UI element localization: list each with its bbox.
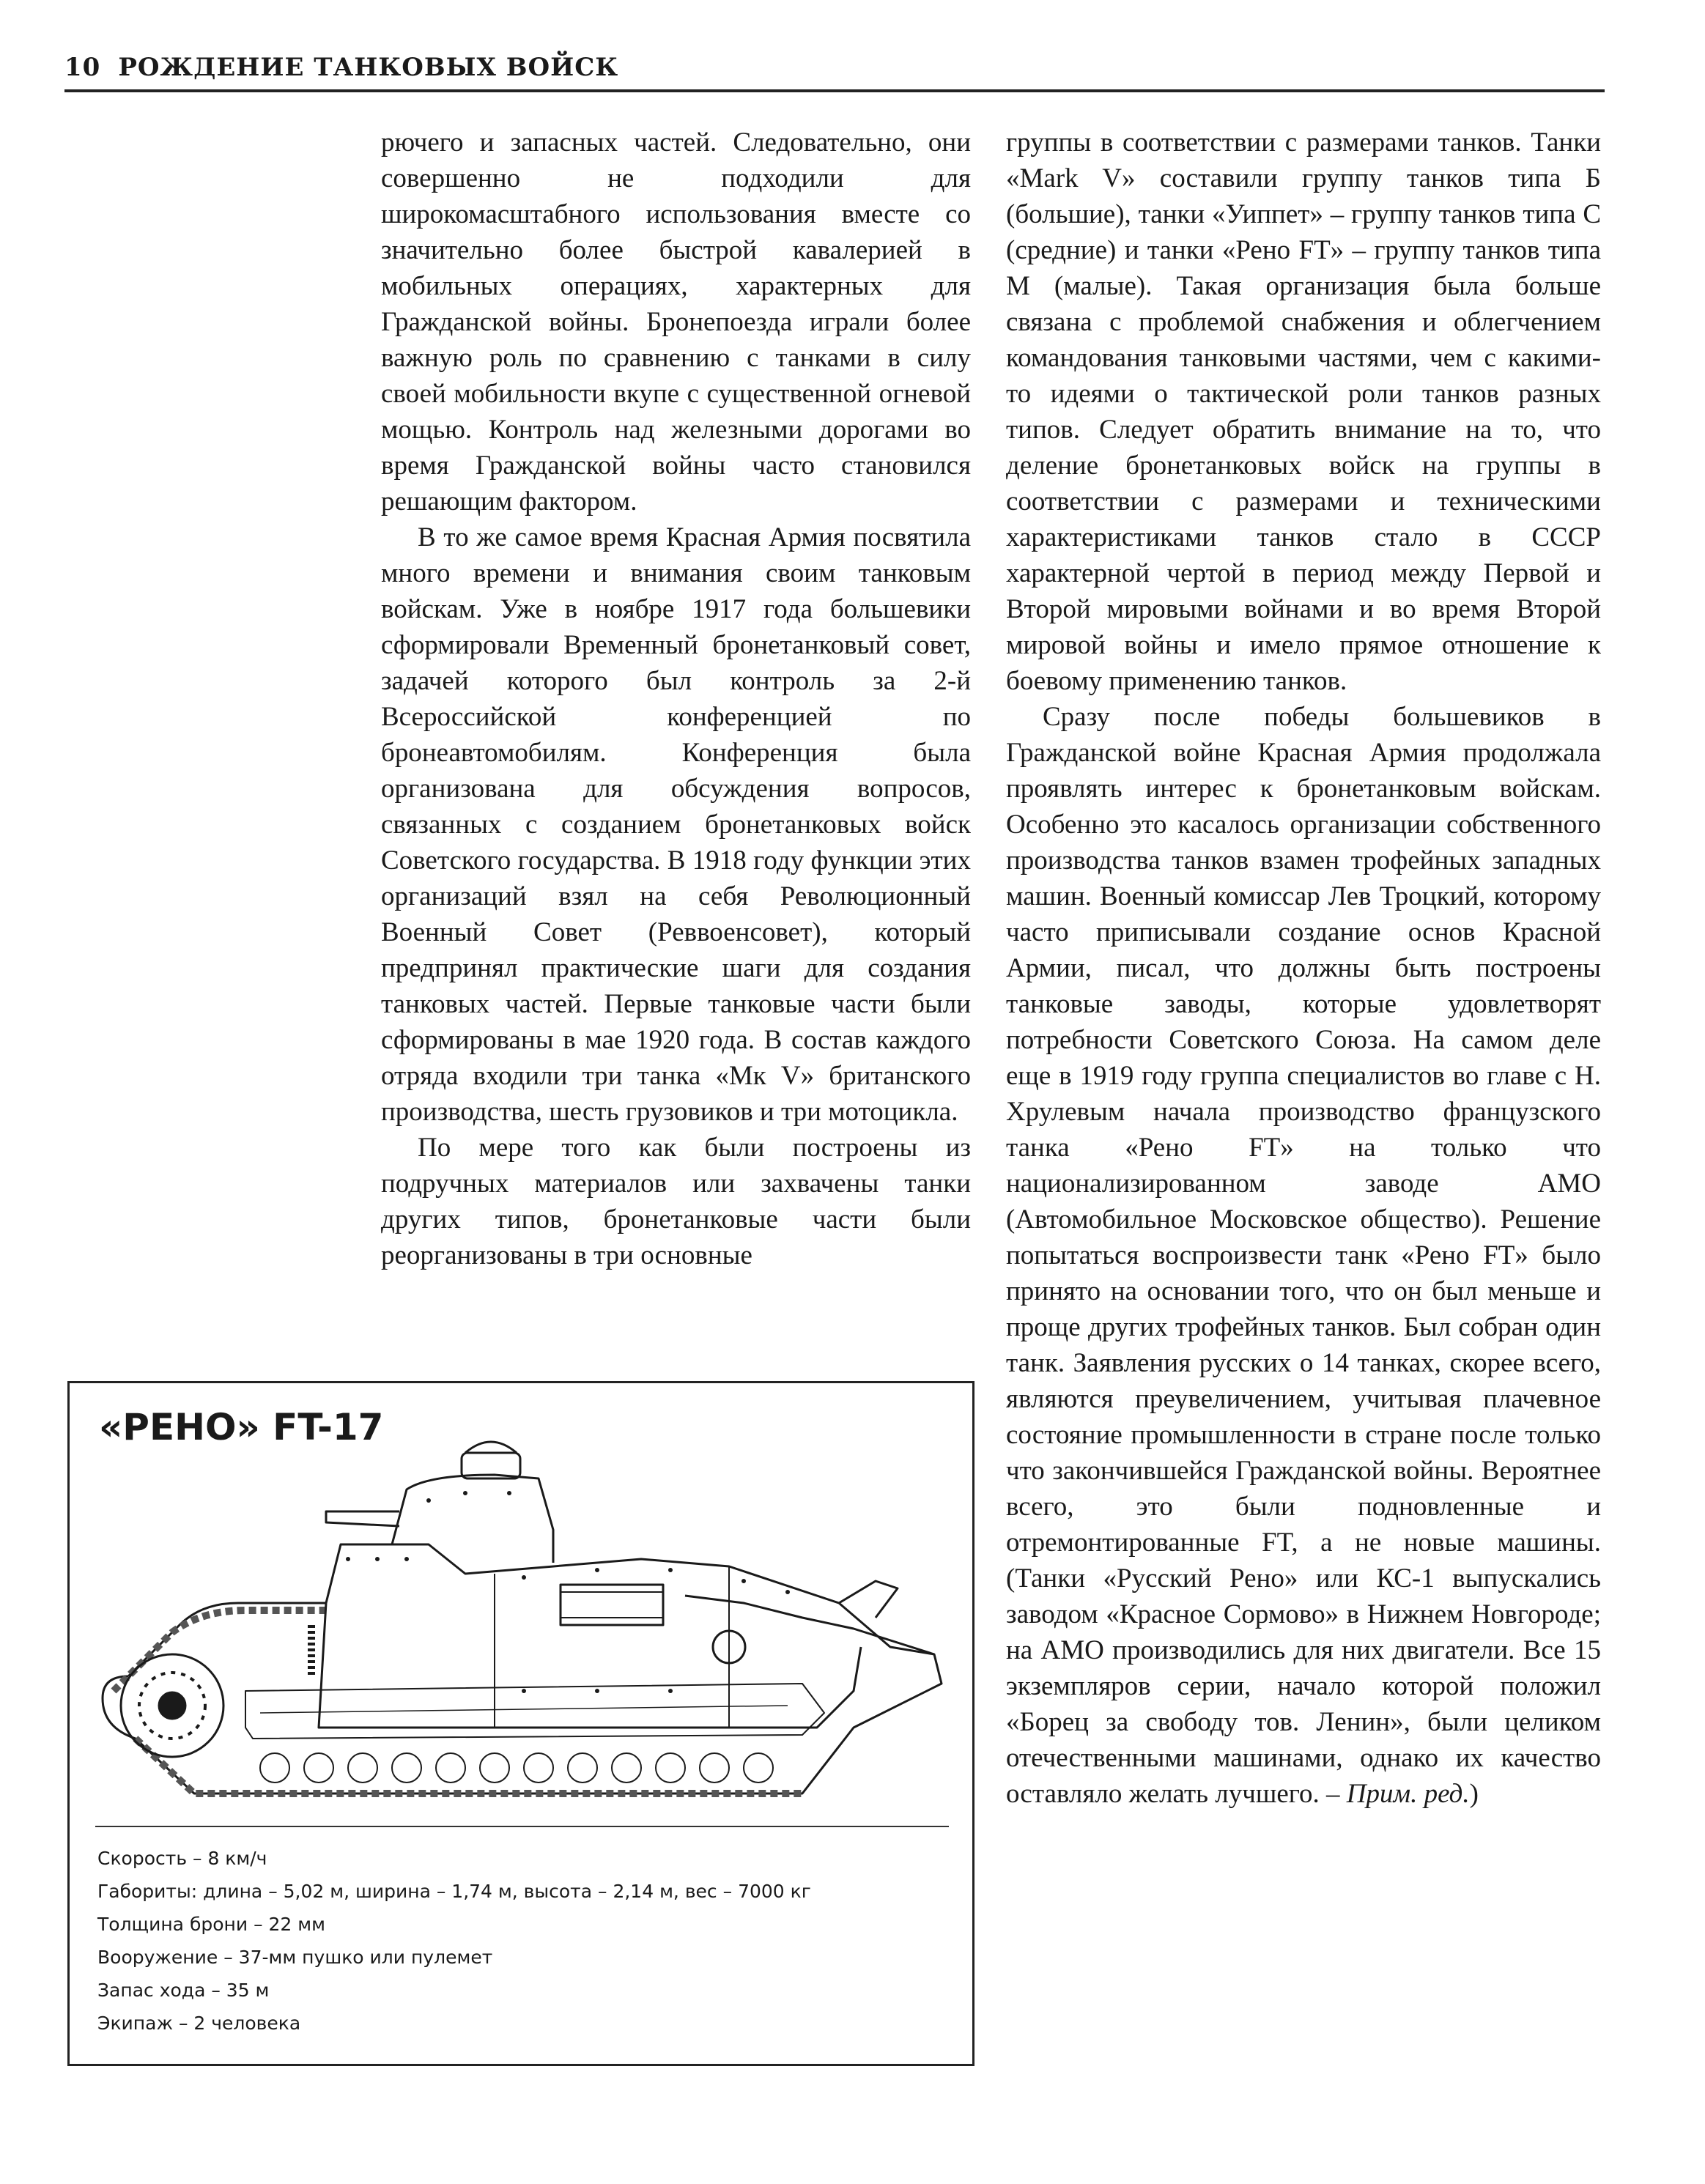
- paragraph: группы в соответствии с размерами танков. Танки «Mark V» составили группу танков типа Б (большие), танки «Уиппет» – группу танков типа С (средние) и танки «Рено FT» – группу танков типа М (малые). Такая организация была больше связана с проблемой снабжения и облегчением командования танковыми частями, чем с какими-то идеями о тактической роли танков разных типов. Следует обратить внимание на то, что деление бронетанковых войск на группы в соответствии с размерами и техническими характеристиками танков стало в СССР характерной чертой в период между Первой и Второй мировыми войнами и во время Второй мировой войны и имело прямое отношение к боевому применению танков.: [1006, 127, 1601, 696]
- paragraph: В то же самое время Красная Армия посвятила много времени и внимания своим танковым войскам. Уже в ноябре 1917 года большевики сформировали Временный бронетанковый совет, задачей которого был контроль за 2-й Всероссийской конференцией по бронеавтомобилям. Конференция была организована для обсуждения вопросов, связанных с созданием бронетанковых войск Советского государства. В 1918 году функции этих организаций взял на себя Революционный Военный Совет (Реввоенсовет), который предпринял практические шаги для создания танковых частей. Первые танковые части были сформированы в мае 1920 года. В состав каждого отряда входили три танка «Мк V» британского производства, шесть грузовиков и три мотоцикла.: [381, 522, 971, 1127]
- editor-note: Прим. ред.: [1346, 1779, 1470, 1809]
- spec-box-title: «РЕНО» FT-17: [99, 1406, 384, 1448]
- spec-armament: Вооружение – 37-мм пушко или пулемет: [97, 1947, 493, 1968]
- paragraph: [1006, 699, 1601, 1812]
- closing-paren: ): [1469, 1779, 1479, 1809]
- paragraph: рючего и запасных частей. Следовательно, они совершенно не подходили для широкомасштабного использования вместе со значительно более быстрой кавалерией в мобильных операциях, характерных для Гражданской войны. Бронепоезда играли более важную роль по сравнению с танками в силу своей мобильности вкупе с существенной огневой мощью. Контроль над железными дорогами во время Гражданской войны часто становился решающим фактором.: [381, 127, 971, 517]
- text-column-middle: [381, 125, 971, 1273]
- header-rule: [64, 89, 1605, 92]
- spec-range: Запас хода – 35 м: [97, 1980, 270, 2001]
- renault-ft17-tank-drawing: [84, 1383, 964, 1823]
- spec-box: [67, 1381, 974, 2066]
- paragraph-text: Сразу после победы большевиков в Гражданской войне Красная Армия продолжала проявлять интерес к бронетанковым войскам. Особенно это касалось организации собственного производства танков взамен трофейных западных машин. Военный комиссар Лев Троцкий, которому часто приписывали создание основ Красной Армии, писал, что должны быть построены танковые заводы, которые удовлетворят потребности Советского Союза. На самом деле еще в 1919 году группа специалистов во главе с Н. Хрулевым начала производство французского танка «Рено FT» на только что национализированном заводе АМО (Автомобильное Московское общество). Решение попытаться воспроизвести танк «Рено FT» было принято на основании того, что он был меньше и проще других трофейных танков. Был собран один танк. Заявления русских о 14 танках, скорее всего, являются преувеличением, учитывая плачевное состояние промышленности в стране после только что закончившейся Гражданской войны. Вероятнее всего, это были подновленные и отремонтированные FT, а не новые машины. (Танки «Русский Рено» или КС-1 выпускались заводом «Красное Сормово» в Нижнем Новгороде; на АМО производились для них двигатели. Все 15 экземпляров серии, начало которой положил «Борец за свободу тов. Ленин», были целиком отечественными машинами, однако их качество оставляло желать лучшего. –: [1006, 702, 1601, 1809]
- spec-list: [97, 1842, 955, 2040]
- running-header: [64, 53, 1603, 82]
- spec-crew: Экипаж – 2 человека: [97, 2013, 301, 2034]
- spec-divider: [95, 1826, 949, 1827]
- spec-armor: Толщина брони – 22 мм: [97, 1914, 325, 1935]
- paragraph: По мере того как были построены из подручных материалов или захвачены танки других типов, бронетанковые части были реорганизованы в три основные: [381, 1133, 971, 1270]
- page-number: 10: [64, 53, 101, 82]
- section-title: РОЖДЕНИЕ ТАНКОВЫХ ВОЙСК: [118, 53, 619, 82]
- spec-speed: Скорость – 8 км/ч: [97, 1848, 267, 1869]
- text-column-right: [1006, 125, 1601, 1812]
- spec-dimensions: Габориты: длина – 5,02 м, ширина – 1,74 м, высота – 2,14 м, вес – 7000 кг: [97, 1881, 811, 1902]
